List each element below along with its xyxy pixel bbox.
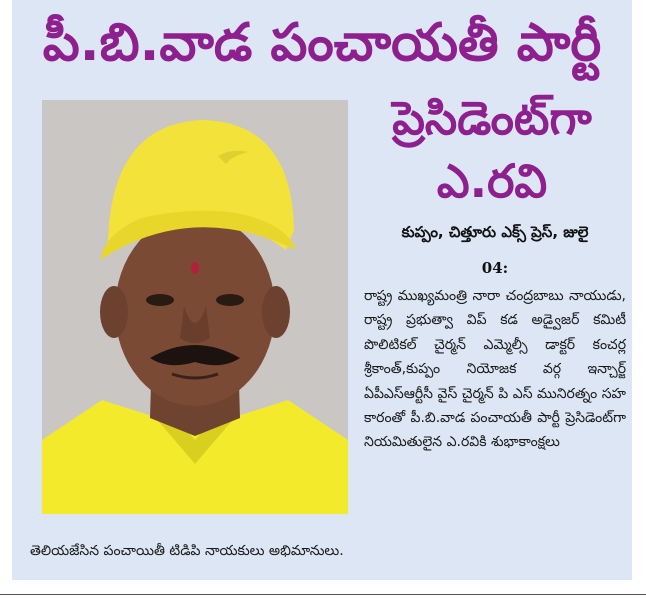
dateline-day: 04: xyxy=(481,259,509,277)
headline-line-3: ఎ.రవి xyxy=(436,154,548,208)
divider xyxy=(0,594,646,595)
dateline-place: కుప్పం, చిత్తూరు ఎక్స్ ప్రెస్, జులై xyxy=(401,223,589,241)
article-body: రాష్ట్ర ముఖ్యమంత్రి నారా చంద్రబాబు నాయుడు, రాష్ట్ర ప్రభుత్వా విప్ కడ అడ్వైజర్ కమిటీ పొలిటికల్ చైర్మన్ ఎమ్మెల్సీ డాక్టర్ కంచర్ల శ్రీకాంత్,కుప్పం నియోజక వర్గ ఇన్చార్జ్ ఏపీఎస్ఆర్టీసీ వైస్ చైర్మన్ పి ఎస్ మునిరత్నం సహ కారంతో పీ.బి.వాడ పంచాయతీ పార్టీ ప్రెసిడెంట్‌గా నియమితులైన ఎ.రవికి శుభాకాంక్షలు xyxy=(364,288,626,451)
headline-line-1: పీ.బి.వాడ పంచాయతీ పార్టీ xyxy=(42,13,602,73)
article-body-tail: తెలియజేసిన పంచాయితీ టిడిపి నాయకులు అభిమానులు. xyxy=(30,543,344,559)
portrait-photo xyxy=(42,100,348,514)
headline-line-2: ప్రెసిడెంట్‌గా xyxy=(392,91,592,145)
news-article xyxy=(12,0,632,580)
